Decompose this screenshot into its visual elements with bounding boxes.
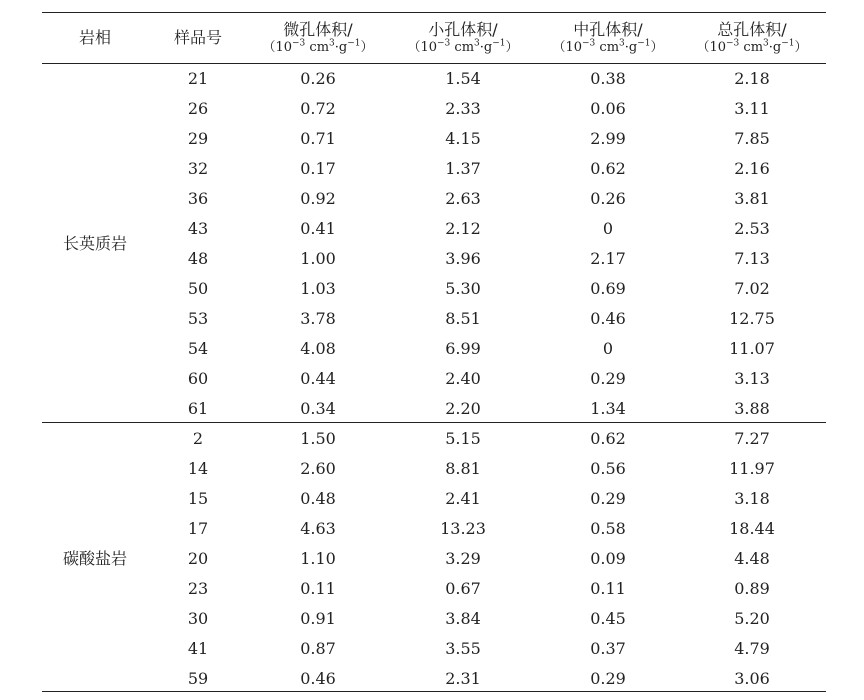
- sample-number-cell: 15: [187, 489, 209, 508]
- header-sample-no: [148, 12, 248, 63]
- total-pore-volume-cell: 3.18: [734, 489, 770, 508]
- mesopore-volume-cell: 1.34: [590, 399, 626, 418]
- sample-number-cell: 43: [187, 219, 209, 238]
- micropore-volume-cell: 3.78: [300, 309, 336, 328]
- header-small-pore-title: 小孔体积/: [428, 19, 498, 39]
- lithofacies-group: [42, 424, 826, 694]
- small-pore-volume-cell: 8.51: [445, 309, 481, 328]
- header-mesopore-unit: （$10^{-3}$ $cm^3\cdot g^{-1}$）: [552, 38, 664, 55]
- small-pore-volume-cell: 0.67: [445, 579, 481, 598]
- header-micropore-volume: [248, 12, 388, 63]
- mesopore-volume-cell: 0.37: [590, 639, 626, 658]
- header-micropore-title: 微孔体积/: [283, 19, 353, 39]
- mesopore-volume-cell: 0.69: [590, 279, 626, 298]
- small-pore-volume-cell: 2.33: [445, 99, 481, 118]
- mesopore-volume-cell: 0.45: [590, 609, 626, 628]
- header-sample-no-label: 样品号: [173, 27, 222, 47]
- table-row: [42, 544, 826, 574]
- micropore-volume-cell: 0.72: [300, 99, 336, 118]
- micropore-volume-cell: 0.71: [300, 129, 336, 148]
- micropore-volume-cell: 0.87: [300, 639, 336, 658]
- sample-number-cell: 41: [187, 639, 209, 658]
- mesopore-volume-cell: 0: [602, 339, 614, 358]
- micropore-volume-cell: 1.10: [300, 549, 336, 568]
- sample-number-cell: 23: [187, 579, 209, 598]
- mesopore-volume-cell: 0.29: [590, 669, 626, 688]
- small-pore-volume-cell: 13.23: [440, 519, 486, 538]
- group-divider-rule: [42, 422, 826, 423]
- small-pore-volume-cell: 5.15: [445, 429, 481, 448]
- table-row: [42, 304, 826, 334]
- table-row: [42, 334, 826, 364]
- total-pore-volume-cell: 3.81: [734, 189, 770, 208]
- micropore-volume-cell: 0.44: [300, 369, 336, 388]
- table-row: [42, 124, 826, 154]
- small-pore-volume-cell: 2.41: [445, 489, 481, 508]
- small-pore-volume-cell: 3.29: [445, 549, 481, 568]
- total-pore-volume-cell: 7.27: [734, 429, 770, 448]
- total-pore-volume-cell: 7.85: [734, 129, 770, 148]
- total-pore-volume-cell: 18.44: [729, 519, 775, 538]
- header-lithofacies: [42, 12, 148, 63]
- table-row: [42, 664, 826, 694]
- mesopore-volume-cell: 2.17: [590, 249, 626, 268]
- total-pore-volume-cell: 11.97: [729, 459, 775, 478]
- table-row: [42, 574, 826, 604]
- mesopore-volume-cell: 0: [602, 219, 614, 238]
- small-pore-volume-cell: 3.55: [445, 639, 481, 658]
- table-row: [42, 214, 826, 244]
- mesopore-volume-cell: 0.09: [590, 549, 626, 568]
- micropore-volume-cell: 1.03: [300, 279, 336, 298]
- micropore-volume-cell: 4.08: [300, 339, 336, 358]
- total-pore-volume-cell: 2.53: [734, 219, 770, 238]
- total-pore-volume-cell: 3.88: [734, 399, 770, 418]
- sample-number-cell: 59: [187, 669, 209, 688]
- small-pore-volume-cell: 2.20: [445, 399, 481, 418]
- sample-number-cell: 60: [187, 369, 209, 388]
- micropore-volume-cell: 0.26: [300, 69, 336, 88]
- bottom-rule: [42, 691, 826, 692]
- micropore-volume-cell: 0.46: [300, 669, 336, 688]
- table-row: [42, 634, 826, 664]
- micropore-volume-cell: 0.48: [300, 489, 336, 508]
- micropore-volume-cell: 0.91: [300, 609, 336, 628]
- micropore-volume-cell: 1.50: [300, 429, 336, 448]
- lithofacies-group: [42, 64, 826, 424]
- total-pore-volume-cell: 4.48: [734, 549, 770, 568]
- small-pore-volume-cell: 3.96: [445, 249, 481, 268]
- mesopore-volume-cell: 0.46: [590, 309, 626, 328]
- total-pore-volume-cell: 7.02: [734, 279, 770, 298]
- micropore-volume-cell: 0.41: [300, 219, 336, 238]
- total-pore-volume-cell: 4.79: [734, 639, 770, 658]
- small-pore-volume-cell: 8.81: [445, 459, 481, 478]
- header-small-pore-volume: [388, 12, 538, 63]
- lithofacies-group-label: 碳酸盐岩: [62, 549, 127, 568]
- small-pore-volume-cell: 1.37: [445, 159, 481, 178]
- table-row: [42, 424, 826, 454]
- sample-number-cell: 50: [187, 279, 209, 298]
- total-pore-volume-cell: 2.18: [734, 69, 770, 88]
- micropore-volume-cell: 0.34: [300, 399, 336, 418]
- total-pore-volume-cell: 3.11: [734, 99, 770, 118]
- total-pore-volume-cell: 3.06: [734, 669, 770, 688]
- total-pore-volume-cell: 7.13: [734, 249, 770, 268]
- mesopore-volume-cell: 0.56: [590, 459, 626, 478]
- sample-number-cell: 48: [187, 249, 209, 268]
- table-row: [42, 184, 826, 214]
- mesopore-volume-cell: 0.29: [590, 489, 626, 508]
- table-body: [42, 64, 826, 694]
- sample-number-cell: 29: [187, 129, 209, 148]
- mesopore-volume-cell: 0.29: [590, 369, 626, 388]
- total-pore-volume-cell: 5.20: [734, 609, 770, 628]
- total-pore-volume-cell: 12.75: [729, 309, 775, 328]
- micropore-volume-cell: 1.00: [300, 249, 336, 268]
- micropore-volume-cell: 2.60: [300, 459, 336, 478]
- small-pore-volume-cell: 3.84: [445, 609, 481, 628]
- header-total-pore-volume: [678, 12, 826, 63]
- mesopore-volume-cell: 0.58: [590, 519, 626, 538]
- total-pore-volume-cell: 11.07: [729, 339, 775, 358]
- sample-number-cell: 30: [187, 609, 209, 628]
- sample-number-cell: 26: [187, 99, 209, 118]
- small-pore-volume-cell: 2.63: [445, 189, 481, 208]
- header-total-pore-unit: （$10^{-3}$ $cm^3\cdot g^{-1}$）: [696, 38, 808, 55]
- table-row: [42, 514, 826, 544]
- micropore-volume-cell: 0.11: [300, 579, 336, 598]
- mesopore-volume-cell: 0.62: [590, 159, 626, 178]
- sample-number-cell: 17: [187, 519, 209, 538]
- mesopore-volume-cell: 0.06: [590, 99, 626, 118]
- mesopore-volume-cell: 2.99: [590, 129, 626, 148]
- sample-number-cell: 20: [187, 549, 209, 568]
- sample-number-cell: 2: [192, 429, 204, 448]
- mesopore-volume-cell: 0.62: [590, 429, 626, 448]
- sample-number-cell: 53: [187, 309, 209, 328]
- small-pore-volume-cell: 1.54: [445, 69, 481, 88]
- table-row: [42, 454, 826, 484]
- total-pore-volume-cell: 0.89: [734, 579, 770, 598]
- table-row: [42, 604, 826, 634]
- micropore-volume-cell: 4.63: [300, 519, 336, 538]
- table-row: [42, 64, 826, 94]
- small-pore-volume-cell: 6.99: [445, 339, 481, 358]
- sample-number-cell: 21: [187, 69, 209, 88]
- table-row: [42, 94, 826, 124]
- sample-number-cell: 54: [187, 339, 209, 358]
- sample-number-cell: 14: [187, 459, 209, 478]
- header-mesopore-title: 中孔体积/: [573, 19, 643, 39]
- small-pore-volume-cell: 2.31: [445, 669, 481, 688]
- sample-number-cell: 61: [187, 399, 209, 418]
- mesopore-volume-cell: 0.11: [590, 579, 626, 598]
- small-pore-volume-cell: 2.40: [445, 369, 481, 388]
- table-row: [42, 394, 826, 424]
- small-pore-volume-cell: 5.30: [445, 279, 481, 298]
- mesopore-volume-cell: 0.38: [590, 69, 626, 88]
- header-micropore-unit: （$10^{-3}$ $cm^3\cdot g^{-1}$）: [262, 38, 374, 55]
- header-mesopore-volume: [538, 12, 678, 63]
- header-lithofacies-label: 岩相: [78, 27, 111, 47]
- total-pore-volume-cell: 2.16: [734, 159, 770, 178]
- header-total-pore-title: 总孔体积/: [717, 19, 787, 39]
- table-row: [42, 364, 826, 394]
- table-row: [42, 244, 826, 274]
- small-pore-volume-cell: 4.15: [445, 129, 481, 148]
- micropore-volume-cell: 0.17: [300, 159, 336, 178]
- header-small-pore-unit: （$10^{-3}$ $cm^3\cdot g^{-1}$）: [407, 38, 519, 55]
- total-pore-volume-cell: 3.13: [734, 369, 770, 388]
- mesopore-volume-cell: 0.26: [590, 189, 626, 208]
- sample-number-cell: 32: [187, 159, 209, 178]
- small-pore-volume-cell: 2.12: [445, 219, 481, 238]
- table-row: [42, 484, 826, 514]
- lithofacies-group-label: 长英质岩: [62, 234, 127, 253]
- sample-number-cell: 36: [187, 189, 209, 208]
- table-row: [42, 154, 826, 184]
- micropore-volume-cell: 0.92: [300, 189, 336, 208]
- table-row: [42, 274, 826, 304]
